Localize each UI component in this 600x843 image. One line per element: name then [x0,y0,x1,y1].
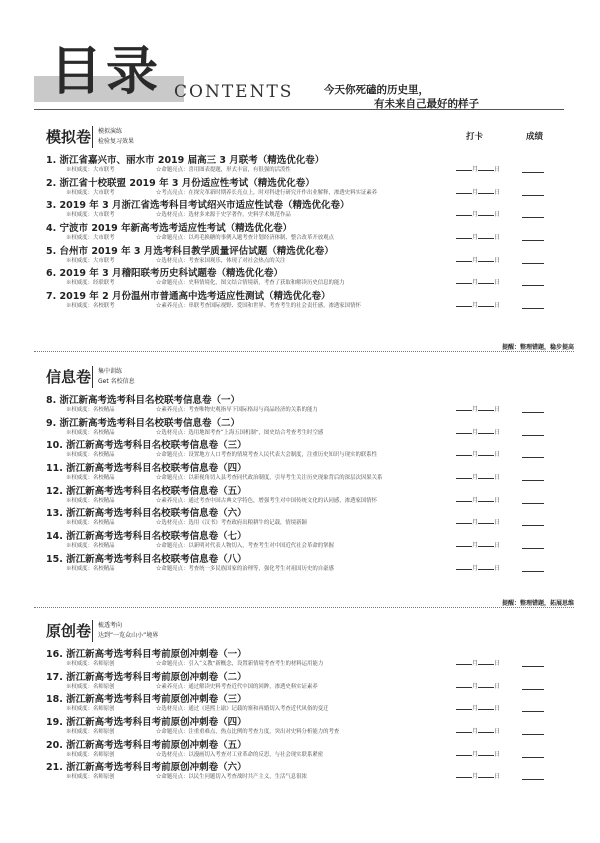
item-authority: ※权威度：名校精品 [66,452,115,459]
day-blank[interactable] [478,427,494,434]
month-blank[interactable] [456,495,472,502]
day-label: 日 [494,451,501,459]
item-title: 20. 浙江新高考选考科目考前原创冲刺卷（五） [46,739,247,751]
item-highlight: ☆命题亮点：以新视角切入县考查同代政治制度，引导考生关注历史现象背后的深层次因果关系 [156,475,383,482]
month-label: 月 [472,682,479,690]
item-meta [46,427,574,437]
month-label: 月 [472,564,479,572]
day-blank[interactable] [478,164,494,171]
item-authority: ※权威度：名校精品 [66,520,115,527]
item-meta [46,726,574,736]
month-label: 月 [472,728,479,736]
month-blank[interactable] [456,164,472,171]
section-subtitle: 达到“一览众山小”境界 [98,632,159,639]
section-header [46,620,574,646]
section-0 [46,126,574,311]
score-blank[interactable] [522,779,544,780]
day-blank[interactable] [478,232,494,239]
month-blank[interactable] [456,771,472,778]
item-meta [46,209,574,219]
item-title: 2. 浙江省十校联盟 2019 年 3 月份适应性考试（精选优化卷） [46,177,315,189]
list-item [46,415,574,438]
section-footer [34,598,574,610]
item-highlight: ☆命题亮点：引入“义教”新概念，设置新情境考查考生的材料运用能力 [156,661,324,667]
day-label: 日 [494,542,501,550]
item-title: 3. 2019 年 3 月浙江省选考科目考试绍兴市适应性试卷（精选优化卷） [46,200,350,212]
dotted-divider [34,351,574,352]
day-label: 日 [494,166,501,173]
day-blank[interactable] [478,517,494,524]
item-meta [46,255,574,265]
item-title: 10. 浙江新高考选考科目名校联考信息卷（三） [46,440,247,452]
list-item [46,392,574,415]
item-title: 1. 浙江省嘉兴市、丽水市 2019 届高三 3 月联考（精选优化卷） [46,155,325,166]
punch-date-field[interactable] [456,771,500,780]
section-title-divider [92,366,93,388]
month-blank[interactable] [456,472,472,479]
list-item [46,505,574,528]
item-meta [46,232,574,242]
day-label: 日 [494,728,501,736]
day-blank[interactable] [478,300,494,307]
item-title: 11. 浙江新高考选考科目名校联考信息卷（四） [46,463,247,475]
section-2 [46,620,574,782]
punch-date-field[interactable] [456,681,500,690]
item-authority: ※权威度：名师原创 [66,774,115,781]
punch-date-field[interactable] [456,517,500,526]
score-blank[interactable] [522,240,544,241]
list-item [46,175,574,198]
score-blank[interactable] [522,548,544,549]
item-meta [46,277,574,287]
item-title: 18. 浙江新高考选考科目考前原创冲刺卷（三） [46,694,247,706]
item-authority: ※权威度：大市联考 [66,212,115,219]
day-label: 日 [494,496,501,504]
list-item [46,714,574,737]
day-label: 日 [494,188,501,196]
month-blank[interactable] [456,209,472,216]
slogan-line-2: 有未来自己最好的样子 [374,98,479,110]
list-item [46,197,574,220]
punch-date-field[interactable] [456,427,500,436]
month-blank[interactable] [456,749,472,756]
item-title: 4. 宁波市 2019 年新高考选考适应性考试（精选优化卷） [46,223,293,235]
item-highlight: ☆素养亮点：串联考查国际视野、爱国和世界、考查考生的社会责任感，渗透家国情怀 [156,303,361,310]
section-title-divider [92,126,93,148]
list-item [46,288,574,311]
item-title: 7. 2019 年 2 月份温州市普通高中选考适应性测试（精选优化卷） [46,291,331,303]
punch-date-field[interactable] [456,277,500,286]
item-meta [46,517,574,527]
month-blank[interactable] [456,255,472,262]
item-authority: ※权威度：名校联考 [66,303,115,310]
page-title: 目录 [50,41,163,102]
item-authority: ※权威度：名校精品 [66,565,115,572]
day-label: 日 [494,682,501,690]
day-label: 日 [494,302,501,310]
month-blank[interactable] [456,404,472,411]
month-label: 月 [472,234,479,242]
item-highlight: ☆命题亮点：考查统一多民族国家的治理等，强化考生对祖国历史的自豪感 [156,565,334,572]
item-meta [46,404,574,414]
page-subtitle: CONTENTS [174,82,294,102]
item-authority: ※权威度：名校精品 [66,543,115,550]
list-item [46,551,574,574]
item-authority: ※权威度：名师原创 [66,751,115,758]
month-blank[interactable] [456,563,472,570]
section-reminder: 提醒：整理错题，拓展思维 [499,598,574,607]
punch-date-field[interactable] [456,300,500,309]
score-blank[interactable] [522,689,544,690]
column-header-punch: 打卡 [466,132,484,142]
section-subtitle: 集中训练 [98,368,123,375]
item-title: 16. 浙江新高考选考科目考前原创冲刺卷（一） [46,649,247,660]
list-item [46,265,574,288]
day-label: 日 [494,211,501,219]
item-authority: ※权威度：大市联考 [66,257,115,264]
item-title: 17. 浙江新高考选考科目考前原创冲刺卷（二） [46,671,247,683]
item-authority: ※权威度：名师原创 [66,729,115,736]
punch-date-field[interactable] [456,472,500,481]
day-blank[interactable] [478,563,494,570]
list-item [46,646,574,669]
item-authority: ※权威度：大市联考 [66,167,115,173]
list-item [46,483,574,506]
month-blank[interactable] [456,300,472,307]
day-blank[interactable] [478,255,494,262]
month-label: 月 [472,302,479,310]
item-highlight: ☆选材亮点：选用《汉书》考查政府出粮耕牛的记载，情境新颖 [156,520,307,527]
day-label: 日 [494,279,501,287]
month-blank[interactable] [456,703,472,710]
day-blank[interactable] [478,449,494,456]
punch-date-field[interactable] [456,726,500,735]
punch-date-field[interactable] [456,749,500,758]
day-label: 日 [494,428,501,436]
day-label: 日 [494,406,501,413]
month-label: 月 [472,496,479,504]
item-highlight: ☆选材亮点：选用地图考查“上海五国机制”，图史结合考查考生时空感 [156,429,324,436]
day-label: 日 [494,705,501,713]
day-blank[interactable] [478,404,494,411]
month-label: 月 [472,428,479,436]
list-item [46,460,574,483]
item-highlight: ☆考点亮点：在探究革新时期养长亮点上，时对科进行研究开作出业解释，渗透史料实证素养 [156,189,378,196]
month-blank[interactable] [456,187,472,194]
section-title: 模拟卷 [46,128,92,146]
punch-date-field[interactable] [456,449,500,458]
month-label: 月 [472,542,479,550]
header-divider [34,109,564,110]
month-blank[interactable] [456,449,472,456]
list-item [46,737,574,760]
list-item [46,243,574,266]
punch-date-field[interactable] [456,404,500,413]
section-subtitle: 模拟演练 [98,128,123,135]
month-label: 月 [472,451,479,459]
item-highlight: ☆选材亮点：通过《延熙上谕》记载的寨和再婚切入考查近代风俗的变迁 [156,706,329,713]
day-blank[interactable] [478,209,494,216]
item-title: 21. 浙江新高考选考科目考前原创冲刺卷（六） [46,762,247,774]
month-blank[interactable] [456,726,472,733]
item-authority: ※权威度：名师原创 [66,683,115,690]
list-item [46,437,574,460]
item-highlight: ☆命题亮点：史料情境化，图文结合情境新，考查了获取和解读历史信息的能力 [156,280,345,287]
day-blank[interactable] [478,726,494,733]
item-meta [46,681,574,691]
day-label: 日 [494,564,501,572]
month-label: 月 [472,256,479,264]
day-label: 日 [494,234,501,242]
item-meta [46,771,574,781]
score-blank[interactable] [522,480,544,481]
score-blank[interactable] [522,285,544,286]
item-highlight: ☆命题亮点：设置地方人口考查的情境考查人民代表大会制度，注重历史知识与现实的联系性 [156,452,378,459]
item-title: 15. 浙江新高考选考科目名校联考信息卷（八） [46,553,247,565]
list-item [46,152,574,175]
month-label: 月 [472,406,479,413]
month-label: 月 [472,519,479,527]
month-label: 月 [472,705,479,713]
day-label: 日 [494,660,501,667]
section-1 [46,366,574,574]
item-authority: ※权威度：名校精品 [66,407,115,413]
section-subtitle: 梳透考向 [98,622,123,629]
day-blank[interactable] [478,540,494,547]
item-meta [46,300,574,310]
header [34,42,574,112]
score-blank[interactable] [522,217,544,218]
item-meta [46,563,574,573]
section-title: 信息卷 [46,368,92,386]
day-blank[interactable] [478,681,494,688]
score-blank[interactable] [522,172,544,173]
item-title: 8. 浙江新高考选考科目名校联考信息卷（一） [46,395,241,406]
item-meta [46,749,574,759]
item-meta [46,658,574,668]
score-blank[interactable] [522,308,544,309]
item-authority: ※权威度：名校精品 [66,429,115,436]
section-title: 原创卷 [46,622,92,640]
month-label: 月 [472,188,479,196]
month-label: 月 [472,750,479,758]
item-title: 13. 浙江新高考选考科目名校联考信息卷（六） [46,508,247,520]
month-blank[interactable] [456,232,472,239]
month-label: 月 [472,279,479,287]
item-title: 12. 浙江新高考选考科目名校联考信息卷（五） [46,485,247,497]
score-blank[interactable] [522,435,544,436]
item-highlight: ☆命题亮点：以新明对代表人物切入，考查考生对中国近代社会革命的掌握 [156,543,334,550]
punch-date-field[interactable] [456,658,500,667]
punch-date-field[interactable] [456,563,500,572]
section-subtitle: Get 名校信息 [98,378,135,385]
score-blank[interactable] [522,757,544,758]
month-blank[interactable] [456,517,472,524]
month-blank[interactable] [456,277,472,284]
month-label: 月 [472,773,479,781]
item-meta [46,164,574,174]
section-subtitle: 检验复习效果 [98,138,135,145]
item-meta [46,495,574,505]
month-blank[interactable] [456,681,472,688]
list-item [46,528,574,551]
month-blank[interactable] [456,427,472,434]
item-highlight: ☆命题亮点：喜用图表提题，形式丰富，有很强的活泼性 [156,167,291,173]
item-highlight: ☆命题亮点：以鸡毛换糖的事例入题考查计划经济体制、整合改革开放观点 [156,235,334,242]
item-title: 5. 台州市 2019 年 3 月选考科目教学质量评估试题（精选优化卷） [46,245,334,257]
score-blank[interactable] [522,571,544,572]
section-title-divider [92,620,93,642]
section-footer [34,342,574,354]
column-header-score: 成绩 [526,132,544,142]
month-label: 月 [472,211,479,219]
item-meta [46,540,574,550]
item-highlight: ☆命题亮点：以民生问题切入考查战时共产主义，生活气息很浓 [156,774,307,781]
punch-date-field[interactable] [456,164,500,173]
punch-date-field[interactable] [456,232,500,241]
list-item [46,220,574,243]
day-label: 日 [494,519,501,527]
score-blank[interactable] [522,412,544,413]
day-label: 日 [494,474,501,482]
item-title: 6. 2019 年 3 月稽阳联考历史科试题卷（精选优化卷） [46,268,283,280]
item-highlight: ☆素养亮点：通过解读史料考查近代中国的回眸，渗透史料实证素养 [156,683,318,690]
month-blank[interactable] [456,540,472,547]
punch-date-field[interactable] [456,255,500,264]
item-authority: ※权威度：大市联考 [66,189,115,196]
item-highlight: ☆选材亮点：考查家国观乐，体现了对社会热点的关注 [156,257,286,264]
slogan-line-1: 今天你死磕的历史里， [324,84,429,96]
item-authority: ※权威度：经联联考 [66,280,115,287]
punch-date-field[interactable] [456,187,500,196]
dotted-divider [34,607,574,608]
punch-date-field[interactable] [456,495,500,504]
day-blank[interactable] [478,771,494,778]
item-title: 14. 浙江新高考选考科目名校联考信息卷（七） [46,531,247,543]
item-meta [46,187,574,197]
score-blank[interactable] [522,525,544,526]
month-label: 月 [472,166,479,173]
item-meta [46,703,574,713]
item-title: 19. 浙江新高考选考科目考前原创冲刺卷（四） [46,717,247,729]
day-blank[interactable] [478,472,494,479]
section-reminder: 提醒：整理错题，稳步提高 [499,342,574,351]
day-label: 日 [494,750,501,758]
day-label: 日 [494,773,501,781]
punch-date-field[interactable] [456,703,500,712]
score-blank[interactable] [522,457,544,458]
section-header [46,366,574,392]
day-blank[interactable] [478,187,494,194]
score-blank[interactable] [522,666,544,667]
list-item [46,691,574,714]
day-blank[interactable] [478,703,494,710]
month-label: 月 [472,660,479,667]
item-title: 9. 浙江新高考选考科目名校联考信息卷（二） [46,417,241,429]
day-blank[interactable] [478,495,494,502]
day-blank[interactable] [478,749,494,756]
punch-date-field[interactable] [456,209,500,218]
score-blank[interactable] [522,711,544,712]
item-authority: ※权威度：大市联考 [66,235,115,242]
item-highlight: ☆选材亮点：以漫画切入考查对工业革命的反思，与社会现实联系紧密 [156,751,324,758]
item-highlight: ☆素养亮点：考查唯物史观指导下国际格局与商品经济的关系的能力 [156,407,318,413]
section-header [46,126,574,152]
score-blank[interactable] [522,503,544,504]
day-label: 日 [494,256,501,264]
score-blank[interactable] [522,734,544,735]
item-highlight: ☆命题亮点：注重重难点，热点比例的考查力度，突出对史料分析能力的考查 [156,729,340,736]
list-item [46,759,574,782]
item-meta [46,472,574,482]
item-meta [46,449,574,459]
month-blank[interactable] [456,658,472,665]
score-blank[interactable] [522,263,544,264]
day-blank[interactable] [478,277,494,284]
item-authority: ※权威度：名校精品 [66,497,115,504]
item-authority: ※权威度：名师原创 [66,706,115,713]
item-authority: ※权威度：名校精品 [66,475,115,482]
item-highlight: ☆选材亮点：选材多来源于史学著作，史料学术规范作品 [156,212,291,219]
punch-date-field[interactable] [456,540,500,549]
month-label: 月 [472,474,479,482]
list-item [46,669,574,692]
item-authority: ※权威度：名师原创 [66,661,115,667]
item-highlight: ☆素养亮点：通过考查中国古典文学特色，增强考生对中国传统文化的认同感，渗透家国情怀 [156,497,378,504]
day-blank[interactable] [478,658,494,665]
score-blank[interactable] [522,195,544,196]
